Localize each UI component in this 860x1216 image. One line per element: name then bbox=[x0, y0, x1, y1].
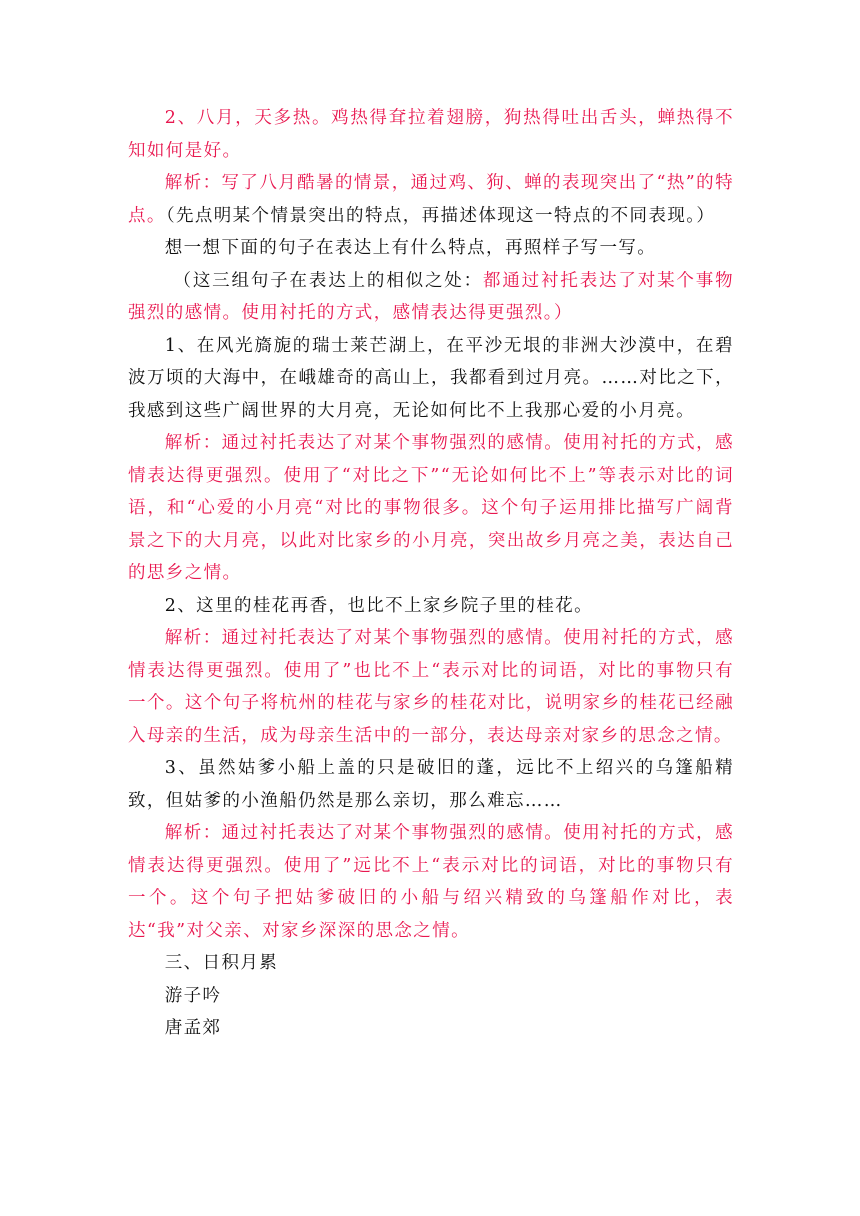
example-sentence-2: 2、八月，天多热。鸡热得耷拉着翅膀，狗热得吐出舌头，蝉热得不知如何是好。 bbox=[128, 108, 734, 161]
analysis-intro: 解析：写了八月酷暑的情景，通过鸡、狗、蝉的表现突出了“热”的 bbox=[164, 173, 716, 193]
sentence-1: 1、在风光旖旎的瑞士莱芒湖上，在平沙无垠的非洲大沙漠中，在碧波万顷的大海中，在峨雄奇的高山上，我都看到过月亮。……对比之下，我感到这些广阔世界的大月亮，无论如何比不上我那心爱的小月亮。 bbox=[128, 335, 734, 421]
sentence-3: 3、虽然姑爹小船上盖的只是破旧的蓬，远比不上绍兴的乌篷船精致，但姑爹的小渔船仍然是那么亲切，那么难忘…… bbox=[128, 758, 734, 811]
analysis-2: 解析：通过衬托表达了对某个事物强烈的感情。使用衬托的方式，感情表达得更强烈。使用了”也比不上“表示对比的词语，对比的事物只有一个。这个句子将杭州的桂花与家乡的桂花对比，说明家乡的桂花已经融入母亲的生活，成为母亲生活中的一部分，表达母亲对家乡的思念之情。 bbox=[128, 628, 734, 746]
analysis-end: 特点。 bbox=[128, 173, 734, 226]
analysis-3: 解析：通过衬托表达了对某个事物强烈的感情。使用衬托的方式，感情表达得更强烈。使用了”远比不上“表示对比的词语，对比的事物只有一个。这个句子把姑爹破旧的小船与绍兴精致的乌篷船作对比，表达“我”对父亲、对家乡深深的思念之情。 bbox=[128, 823, 734, 941]
sentence-2: 2、这里的桂花再香，也比不上家乡院子里的桂花。 bbox=[164, 595, 594, 616]
summary-note bbox=[128, 265, 734, 330]
poem-title: 游子吟 bbox=[164, 985, 222, 1006]
document-page bbox=[128, 102, 734, 1045]
analysis-1: 解析：通过衬托表达了对某个事物强烈的感情。使用衬托的方式，感情表达得更强烈。使用了“对比之下”“无论如何比不上”等表示对比的词语，和“心爱的小月亮“对比的事物很多。这个句子运用排比描写广阔背景之下的大月亮，以此对比家乡的小月亮，突出故乡月亮之美，表达自己的思乡之情。 bbox=[128, 433, 734, 583]
analysis-note: （先点明某个情景突出的特点，再描述体现这一特点的不同表现。） bbox=[165, 205, 716, 226]
section-heading-3: 三、日积月累 bbox=[164, 953, 279, 973]
task-instruction: 想一想下面的句子在表达上有什么特点，再照样子写一写。 bbox=[164, 238, 657, 258]
summary-prefix: （这三组句子在表达上的相似之处： bbox=[173, 270, 483, 291]
analysis-example-2 bbox=[128, 167, 734, 232]
poem-author: 唐孟郊 bbox=[164, 1018, 222, 1038]
summary-highlight: 都通过衬托表达了对某个事物强烈的感情。使用衬托的方式，感情表达得更强烈。） bbox=[128, 270, 734, 323]
